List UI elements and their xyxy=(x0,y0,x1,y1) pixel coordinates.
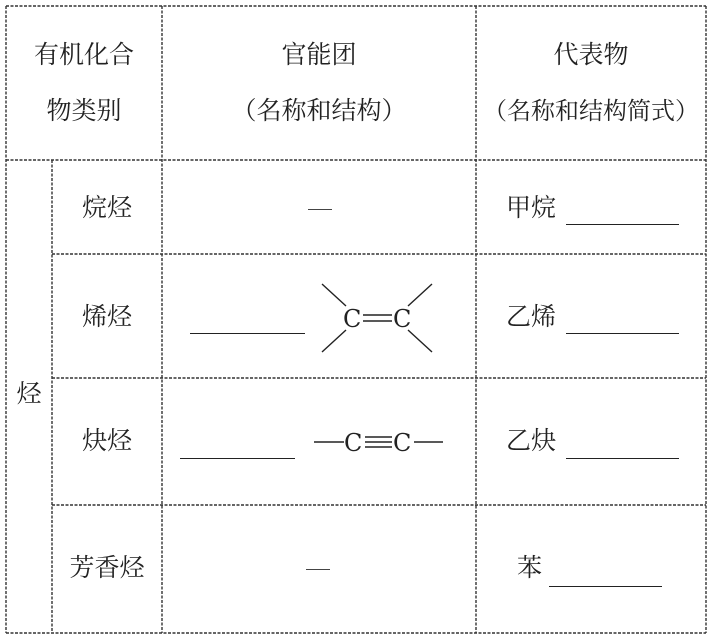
alkyne-carbon-left: C xyxy=(344,429,363,457)
category-aromatic: 芳香烃 xyxy=(69,553,145,582)
alkene-structure xyxy=(322,284,432,352)
category-alkane: 烷烃 xyxy=(81,193,132,222)
group-label-hydrocarbon: 烃 xyxy=(16,379,42,408)
answer-blank-alkene[interactable] xyxy=(566,333,679,334)
category-alkyne: 炔烃 xyxy=(81,426,132,455)
alkyne-carbon-right: C xyxy=(393,429,412,457)
answer-blank-alkane[interactable] xyxy=(566,224,679,225)
representative-alkane: 甲烷 xyxy=(506,193,557,222)
header-representative-line2: （名称和结构简式） xyxy=(483,97,699,125)
answer-blank-alkene-group-name[interactable] xyxy=(190,333,305,334)
header-category-line1: 有机化合 xyxy=(33,40,134,69)
header-functional-group-line2: （名称和结构） xyxy=(231,96,407,125)
representative-aromatic: 苯 xyxy=(517,553,543,582)
representative-alkyne: 乙炔 xyxy=(506,426,557,455)
representative-alkene: 乙烯 xyxy=(506,302,557,331)
category-alkene: 烯烃 xyxy=(81,302,132,331)
alkene-carbon-left: C xyxy=(343,305,362,333)
header-category-line2: 物类别 xyxy=(46,96,122,125)
no-functional-group-dash xyxy=(308,209,332,210)
answer-blank-alkyne-group-name[interactable] xyxy=(180,458,295,459)
answer-blank-alkyne[interactable] xyxy=(566,458,679,459)
header-functional-group-line1: 官能团 xyxy=(281,40,357,69)
no-functional-group-dash-aromatic xyxy=(306,569,330,570)
header-representative-line1: 代表物 xyxy=(553,40,629,69)
answer-blank-aromatic[interactable] xyxy=(549,586,662,587)
alkyne-structure xyxy=(314,437,443,447)
alkene-carbon-right: C xyxy=(393,305,412,333)
